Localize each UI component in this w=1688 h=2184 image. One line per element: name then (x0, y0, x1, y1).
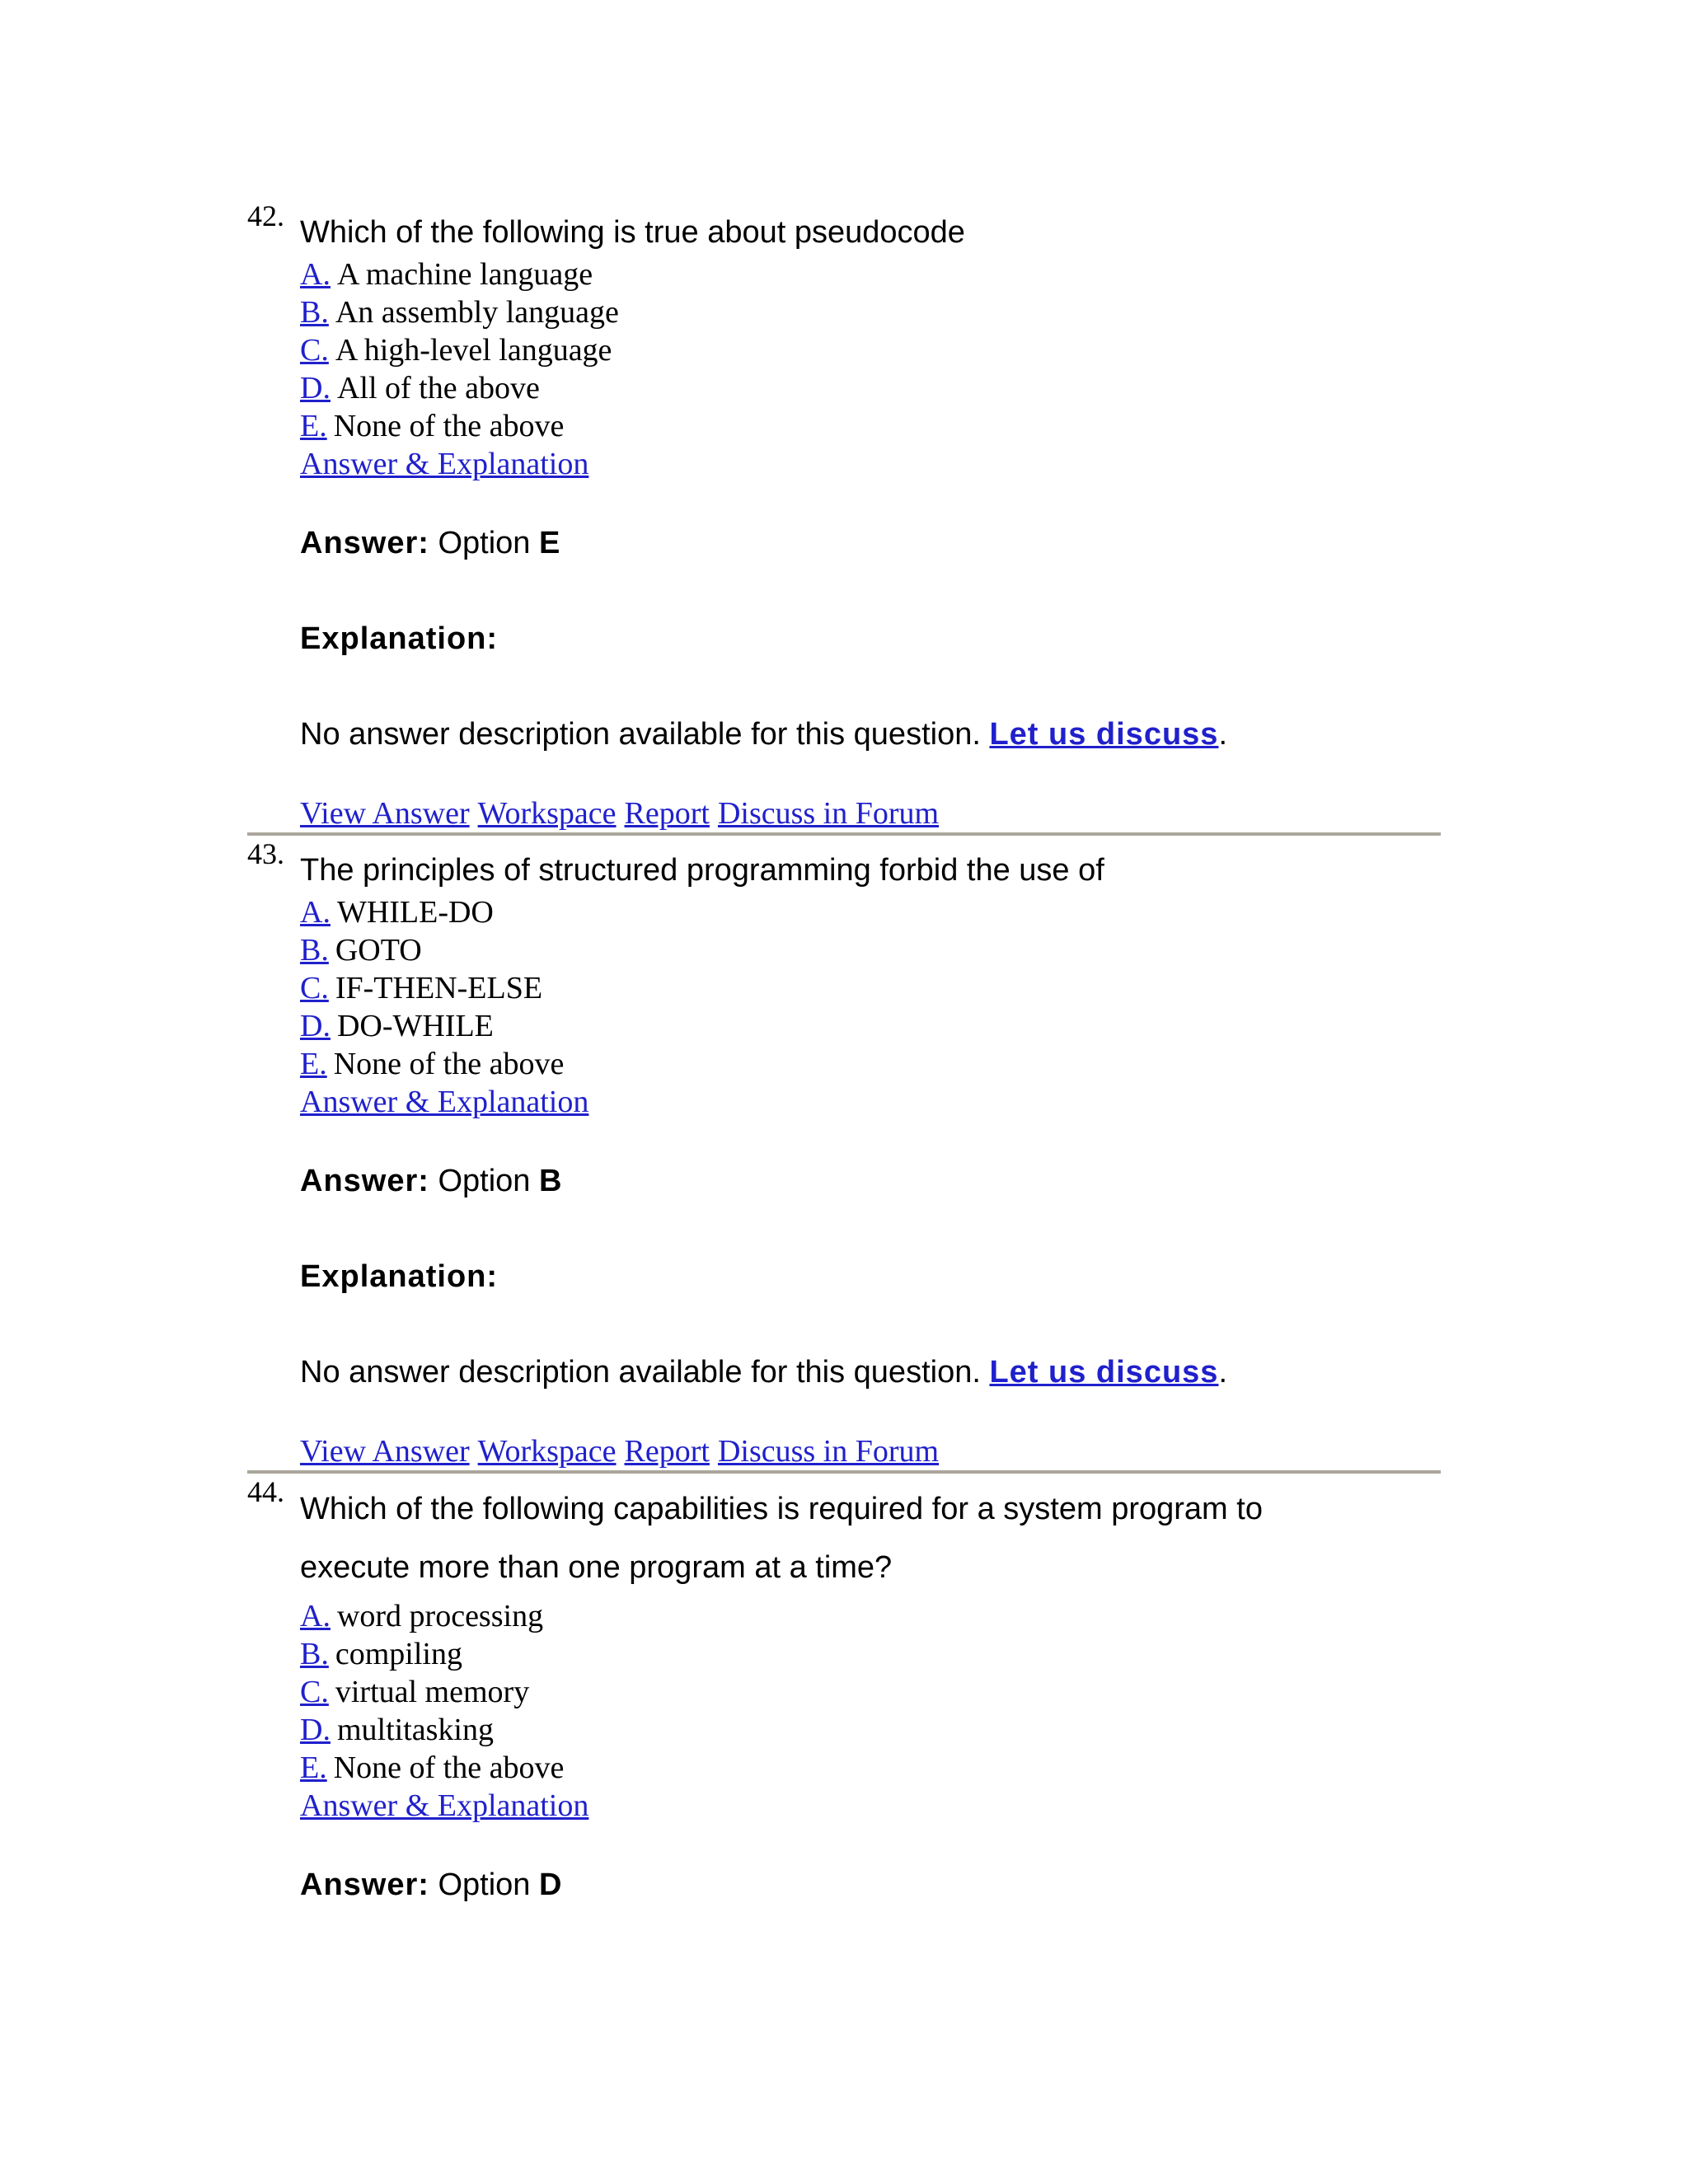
question-body (300, 198, 1441, 832)
question-43 (247, 836, 1441, 1470)
option-d (300, 1007, 1441, 1045)
options-list (300, 1597, 1441, 1787)
option-d-text: multitasking (336, 1713, 494, 1747)
answer-explanation-link[interactable]: Answer & Explanation (300, 447, 589, 481)
option-b (300, 293, 1441, 331)
option-c-text: virtual memory (335, 1675, 530, 1709)
explanation-text: No answer description available for this question. (300, 717, 981, 752)
answer-line (300, 524, 1441, 562)
option-e (300, 1749, 1441, 1787)
answer-explanation-link[interactable]: Answer & Explanation (300, 1085, 589, 1119)
answer-line (300, 1162, 1441, 1200)
answer-block (300, 483, 1441, 753)
let-us-discuss-link[interactable]: Let us discuss (989, 1355, 1219, 1390)
option-b-link[interactable]: B. (300, 295, 329, 330)
question-body (300, 836, 1441, 1470)
explanation-suffix: . (1218, 717, 1227, 752)
question-body (300, 1474, 1441, 1904)
option-c (300, 969, 1441, 1007)
option-c-text: IF-THEN-ELSE (335, 971, 543, 1005)
footer-links (300, 1432, 1441, 1470)
question-number: 44. (247, 1475, 284, 1508)
option-b-text: An assembly language (335, 295, 619, 330)
option-e (300, 407, 1441, 445)
option-c-link[interactable]: C. (300, 1675, 329, 1709)
option-e-link[interactable]: E. (300, 1047, 327, 1081)
page (247, 198, 1441, 1904)
answer-option: B (539, 1164, 562, 1198)
option-e-link[interactable]: E. (300, 409, 327, 443)
question-42 (247, 198, 1441, 832)
explanation-text-line (300, 1353, 1441, 1391)
option-d-link[interactable]: D. (300, 1009, 331, 1043)
answer-option: E (539, 526, 560, 560)
option-e-text: None of the above (333, 1047, 565, 1081)
answer-label: Answer: (300, 526, 429, 560)
option-a (300, 255, 1441, 293)
let-us-discuss-link[interactable]: Let us discuss (989, 717, 1219, 752)
footer-links (300, 794, 1441, 832)
view-answer-link[interactable]: View Answer (300, 796, 470, 831)
workspace-link[interactable]: Workspace (477, 1434, 617, 1469)
option-c (300, 331, 1441, 369)
workspace-link[interactable]: Workspace (477, 796, 617, 831)
discuss-forum-link[interactable]: Discuss in Forum (717, 796, 940, 831)
option-d-link[interactable]: D. (300, 1713, 331, 1747)
option-b-text: compiling (335, 1637, 462, 1671)
option-b-link[interactable]: B. (300, 1637, 329, 1671)
option-e (300, 1045, 1441, 1083)
option-d (300, 1711, 1441, 1749)
answer-option: D (539, 1868, 562, 1902)
report-link[interactable]: Report (624, 1434, 710, 1469)
option-a-text: A machine language (336, 257, 593, 292)
question-number: 43. (247, 837, 284, 870)
option-c-text: A high-level language (335, 333, 612, 368)
option-b (300, 931, 1441, 969)
answer-block (300, 1825, 1441, 1904)
explanation-text: No answer description available for this question. (300, 1355, 981, 1390)
option-c-link[interactable]: C. (300, 333, 329, 368)
explanation-heading: Explanation: (300, 1259, 499, 1294)
option-c (300, 1673, 1441, 1711)
answer-label: Answer: (300, 1164, 429, 1198)
option-b-link[interactable]: B. (300, 933, 329, 968)
option-a-link[interactable]: A. (300, 895, 331, 930)
explanation-text-line (300, 715, 1441, 753)
option-e-link[interactable]: E. (300, 1750, 327, 1785)
explanation-heading: Explanation: (300, 621, 499, 656)
option-a (300, 893, 1441, 931)
discuss-forum-link[interactable]: Discuss in Forum (717, 1434, 940, 1469)
option-e-text: None of the above (333, 1750, 565, 1785)
answer-line (300, 1866, 1441, 1904)
answer-block (300, 1121, 1441, 1391)
option-e-text: None of the above (333, 409, 565, 443)
option-a (300, 1597, 1441, 1635)
question-44 (247, 1474, 1441, 1904)
view-answer-link[interactable]: View Answer (300, 1434, 470, 1469)
answer-prefix: Option (438, 1164, 531, 1198)
answer-label: Answer: (300, 1868, 429, 1902)
option-a-link[interactable]: A. (300, 257, 331, 292)
option-d-link[interactable]: D. (300, 371, 331, 405)
option-a-text: WHILE-DO (336, 895, 494, 930)
report-link[interactable]: Report (624, 796, 710, 831)
option-b (300, 1635, 1441, 1673)
option-a-text: word processing (336, 1599, 544, 1633)
option-d-text: All of the above (336, 371, 540, 405)
option-c-link[interactable]: C. (300, 971, 329, 1005)
question-text: Which of the following is true about pseudocode (300, 215, 965, 250)
answer-prefix: Option (438, 1868, 531, 1902)
question-number: 42. (247, 199, 284, 232)
answer-explanation-link[interactable]: Answer & Explanation (300, 1788, 589, 1823)
option-d-text: DO-WHILE (336, 1009, 494, 1043)
option-a-link[interactable]: A. (300, 1599, 331, 1633)
answer-prefix: Option (438, 526, 531, 560)
question-text: Which of the following capabilities is required for a system program to execute more than one program at a time? (300, 1492, 1263, 1585)
options-list (300, 255, 1441, 445)
explanation-suffix: . (1218, 1355, 1227, 1390)
option-b-text: GOTO (335, 933, 422, 968)
options-list (300, 893, 1441, 1083)
question-text: The principles of structured programming forbid the use of (300, 853, 1104, 888)
option-d (300, 369, 1441, 407)
